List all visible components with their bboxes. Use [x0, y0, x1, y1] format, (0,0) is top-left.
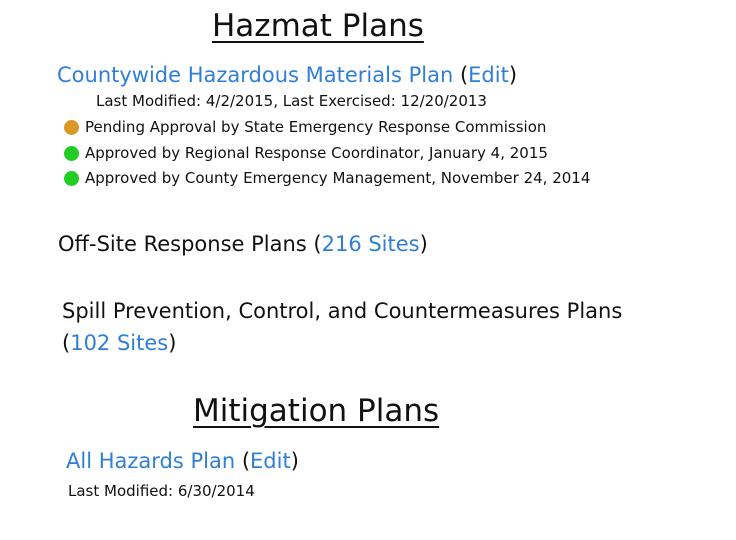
status-row-regional [64, 144, 548, 162]
spcc-plans-row [62, 327, 176, 359]
status-text: Approved by County Emergency Management, November 24, 2014 [85, 169, 591, 187]
all-hazards-plan-row [66, 449, 299, 473]
offsite-plans-row [58, 228, 428, 260]
close-paren: ) [419, 232, 428, 256]
status-text: Pending Approval by State Emergency Response Commission [85, 118, 547, 136]
approved-status-icon [64, 171, 79, 186]
close-paren: ) [508, 63, 518, 87]
countywide-plan-edit-link[interactable]: Edit [468, 63, 509, 87]
close-paren: ) [290, 449, 299, 473]
countywide-plan-meta: Last Modified: 4/2/2015, Last Exercised: 12/20/2013 [96, 92, 487, 110]
status-row-pending [64, 118, 546, 136]
offsite-sites-link[interactable]: 216 Sites [321, 232, 420, 256]
spcc-sites-link[interactable]: 102 Sites [70, 331, 169, 355]
status-text: Approved by Regional Response Coordinator, January 4, 2015 [85, 144, 548, 162]
open-paren: ( [235, 449, 251, 473]
open-paren: ( [62, 331, 71, 355]
close-paren: ) [168, 331, 177, 355]
all-hazards-plan-meta: Last Modified: 6/30/2014 [68, 482, 255, 500]
approved-status-icon [64, 146, 79, 161]
status-row-county [64, 169, 590, 187]
countywide-plan-link[interactable]: Countywide Hazardous Materials Plan [57, 63, 454, 87]
all-hazards-plan-link[interactable]: All Hazards Plan [66, 449, 236, 473]
open-paren: ( [453, 63, 469, 87]
countywide-plan-row [57, 63, 517, 87]
spcc-plans-title: Spill Prevention, Control, and Countermeasures Plans [62, 299, 623, 323]
pending-status-icon [64, 120, 79, 135]
all-hazards-edit-link[interactable]: Edit [250, 449, 291, 473]
hazmat-plans-title: Hazmat Plans [212, 8, 424, 44]
offsite-plans-label: Off-Site Response Plans ( [58, 232, 322, 256]
mitigation-plans-title: Mitigation Plans [193, 393, 440, 429]
